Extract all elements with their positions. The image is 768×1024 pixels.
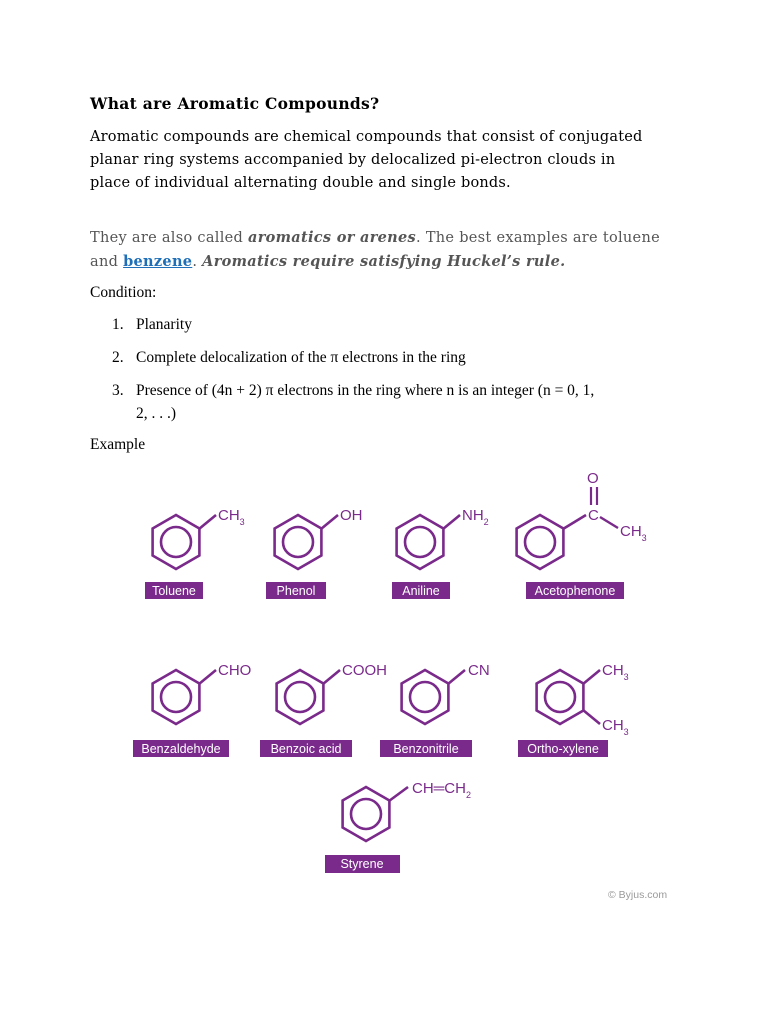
toluene-subscript: 3: [239, 517, 245, 527]
toluene-substituent: CH: [218, 507, 240, 524]
condition-item-continued: [112, 402, 176, 426]
ortho-xylene-subscript: 3: [623, 672, 629, 682]
compound-label: Toluene: [152, 584, 196, 598]
aniline-subscript: 2: [483, 517, 489, 527]
benzonitrile-substituent: CN: [468, 662, 490, 679]
compound-label: Phenol: [276, 584, 316, 598]
ortho-xylene-subscript-2: 3: [623, 727, 629, 737]
ortho-xylene-substituent-2: CH: [602, 717, 624, 734]
section-heading: What are Aromatic Compounds?: [90, 94, 380, 113]
huckel-rule-text: Aromatics require satisfying Huckel’s rule.: [202, 253, 566, 270]
condition-text: Complete delocalization of the π electrons in the ring: [136, 349, 466, 366]
aniline-structure: [392, 507, 489, 599]
condition-item: [112, 346, 466, 370]
condition-text: Planarity: [136, 316, 192, 333]
paragraph-middle: . The best examples are toluene and: [90, 230, 660, 270]
benzaldehyde-substituent: CHO: [218, 662, 252, 679]
toluene-structure: [145, 507, 245, 599]
aromatics-paragraph: [90, 226, 680, 274]
paragraph-dot: .: [192, 254, 203, 270]
svg-text:CH═CH2: [412, 780, 471, 800]
acetophenone-subscript: 3: [641, 533, 647, 543]
acetophenone-structure: [517, 470, 647, 599]
acetophenone-substituent: CH: [620, 523, 642, 540]
phenol-substituent: OH: [340, 507, 363, 524]
condition-item: [112, 313, 192, 337]
compound-label: Aniline: [402, 584, 440, 598]
aromatics-emphasis: aromatics or arenes: [248, 229, 416, 246]
example-label: Example: [90, 436, 146, 453]
svg-text:CH3: [218, 507, 245, 527]
svg-text:CH3: [602, 717, 629, 737]
ortho-xylene-substituent: CH: [602, 662, 624, 679]
acetophenone-oxygen: O: [587, 470, 599, 487]
styrene-subscript: 2: [465, 790, 471, 800]
compound-label: Benzoic acid: [270, 742, 342, 756]
aromatic-compounds-figure: [120, 462, 690, 902]
phenol-structure: [266, 507, 363, 599]
svg-text:NH2: [462, 507, 489, 527]
definition-paragraph: Aromatic compounds are chemical compounds that consist of conjugated planar ring systems accompanied by delocalized pi-electron clouds in place of individual alternating double and single bonds.: [90, 129, 643, 191]
benzaldehyde-structure: [133, 662, 251, 757]
condition-number: 3.: [112, 382, 124, 399]
condition-number: 2.: [112, 349, 124, 366]
compound-label: Styrene: [340, 857, 384, 871]
paragraph-prefix: They are also called: [90, 230, 249, 246]
benzene-link[interactable]: benzene: [123, 253, 193, 270]
compound-label: Benzaldehyde: [141, 742, 221, 756]
condition-number: 1.: [112, 316, 124, 333]
aniline-substituent: NH: [462, 507, 484, 524]
styrene-substituent: CH═CH: [412, 780, 466, 797]
benzonitrile-structure: [380, 662, 490, 757]
svg-text:CH3: [602, 662, 629, 682]
image-credit: © Byjus.com: [608, 889, 668, 901]
condition-text: 2, . . .): [136, 405, 177, 422]
benzoic-acid-structure: [260, 662, 387, 757]
condition-text: Presence of (4n + 2) π electrons in the ring where n is an integer (n = 0, 1,: [136, 382, 595, 399]
benzoic-acid-substituent: COOH: [342, 662, 387, 679]
compound-label: Benzonitrile: [393, 742, 459, 756]
svg-text:CH3: [620, 523, 647, 543]
condition-label: Condition:: [90, 284, 157, 301]
compound-label: Acetophenone: [534, 584, 616, 598]
acetophenone-carbon: C: [588, 507, 599, 524]
condition-item: [112, 379, 594, 403]
compound-label: Ortho-xylene: [527, 742, 599, 756]
ortho-xylene-structure: [518, 662, 629, 757]
styrene-structure: [325, 780, 471, 873]
